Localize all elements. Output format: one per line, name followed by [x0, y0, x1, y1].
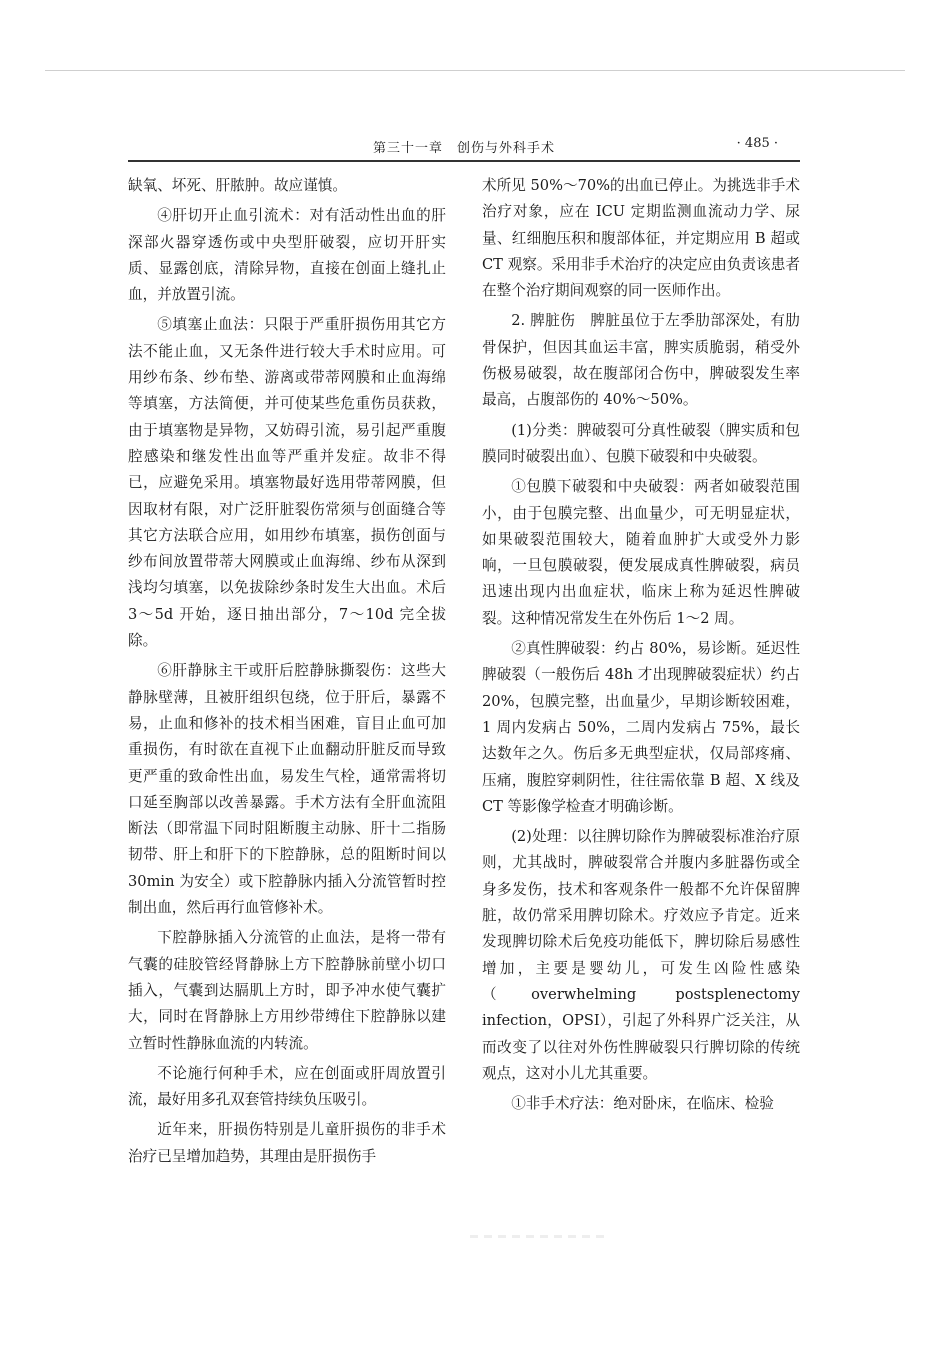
paragraph: 下腔静脉插入分流管的止血法，是将一带有气囊的硅胶管经肾静脉上方下腔静脉前壁小切口插入，气囊到达膈肌上方时，即予冲水使气囊扩大，同时在肾静脉上方用纱带缚住下腔静脉以建立暂时性静脉血流的内转流。: [128, 929, 446, 1052]
running-header: [128, 136, 800, 158]
left-column: [128, 173, 446, 1174]
page-number: · 485 ·: [736, 136, 778, 151]
paragraph: 缺氧、坏死、肝脓肿。故应谨慎。: [128, 177, 347, 194]
top-border-line: [45, 70, 905, 71]
paragraph: ①包膜下破裂和中央破裂：两者如破裂范围小，由于包膜完整、出血量少，可无明显症状，如果破裂范围较大，随着血肿扩大或受外力影响，一旦包膜破裂，便发展成真性脾破裂，病员迅速出现内出血症状，临床上称为延迟性脾破裂。这种情况常发生在外伤后 1～2 周。: [482, 478, 800, 627]
chapter-title: 第三十一章 创伤与外科手术: [372, 141, 555, 156]
paragraph: ④肝切开止血引流术：对有活动性出血的肝深部火器穿透伤或中央型肝破裂，应切开肝实质、显露创底，清除异物，直接在创面上缝扎止血，并放置引流。: [128, 207, 446, 304]
paragraph: ②真性脾破裂：约占 80%，易诊断。延迟性脾破裂（一般伤后 48h 才出现脾破裂症状）约占 20%，包膜完整，出血量少，早期诊断较困难，1 周内发病占 50%，二周内发病占 75%，最长达数年之久。伤后多无典型症状，仅局部疼痛、压痛，腹腔穿刺阴性，往往需依靠 B 超、X 线及 CT 等影像学检查才明确诊断。: [482, 640, 800, 815]
paragraph: (1)分类：脾破裂可分真性破裂（脾实质和包膜同时破裂出血）、包膜下破裂和中央破裂。: [482, 421, 800, 465]
paragraph: ⑤填塞止血法：只限于严重肝损伤用其它方法不能止血，又无条件进行较大手术时应用。可用纱布条、纱布垫、游离或带蒂网膜和止血海绵等填塞，方法简便，并可使某些危重伤员获救，由于填塞物是异物，又妨碍引流，易引起严重腹腔感染和继发性出血等严重并发症。故非不得已，应避免采用。填塞物最好选用带蒂网膜，但因取材有限，对广泛肝脏裂伤常须与创面缝合等其它方法联合应用，如用纱布填塞，损伤创面与纱布间放置带蒂大网膜或止血海绵、纱布从深到浅均匀填塞，以免拔除纱条时发生大出血。术后 3～5d 开始，逐日抽出部分，7～10d 完全拔除。: [128, 316, 446, 650]
paragraph: 近年来，肝损伤特别是儿童肝损伤的非手术治疗已呈增加趋势，其理由是肝损伤手: [128, 1121, 446, 1165]
paragraph: (2)处理：以往脾切除作为脾破裂标准治疗原则，尤其战时，脾破裂常合并腹内多脏器伤或全身多发伤，技术和客观条件一般都不允许保留脾脏，故仍常采用脾切除术。疗效应予肯定。近来发现脾切除术后免疫功能低下，脾切除后易感性增加，主要是婴幼儿，可发生凶险性感染（overwhelming postsplenectomy infection，OPSI），引起了外科界广泛关注，从而改变了以往对外伤性脾破裂只行脾切除的传统观点，这对小儿尤其重要。: [482, 828, 800, 1082]
right-column: [482, 173, 800, 1121]
section-spleen-injury: 2. 脾脏伤 脾脏虽位于左季肋部深处，有肋骨保护，但因其血运丰富，脾实质脆弱，稍受外伤极易破裂，故在腹部闭合伤中，脾破裂发生率最高，占腹部伤的 40%～50%。: [482, 312, 800, 409]
paragraph: 术所见 50%～70%的出血已停止。为挑选非手术治疗对象，应在 ICU 定期监测血流动力学、尿量、红细胞压积和腹部体征，并定期应用 B 超或 CT 观察。采用非手术治疗的决定应由负责该患者在整个治疗期间观察的同一医师作出。: [482, 177, 800, 300]
paragraph: ①非手术疗法：绝对卧床，在临床、检验: [511, 1095, 774, 1113]
paragraph: ⑥肝静脉主干或肝后腔静脉撕裂伤：这些大静脉壁薄，且被肝组织包绕，位于肝后，暴露不易，止血和修补的技术相当困难，盲目止血可加重损伤，有时欲在直视下止血翻动肝脏反而导致更严重的致命性出血，易发生气栓，通常需将切口延至胸部以改善暴露。手术方法有全肝血流阻断法（即常温下同时阻断腹主动脉、肝十二指肠韧带、肝上和肝下的下腔静脉，总的阻断时间以 30min 为安全）或下腔静脉内插入分流管暂时控制出血，然后再行血管修补术。: [128, 662, 446, 917]
paragraph: 不论施行何种手术，应在创面或肝周放置引流，最好用多孔双套管持续负压吸引。: [128, 1064, 446, 1109]
header-rule: [128, 160, 800, 162]
scan-artifact: [470, 1235, 610, 1238]
